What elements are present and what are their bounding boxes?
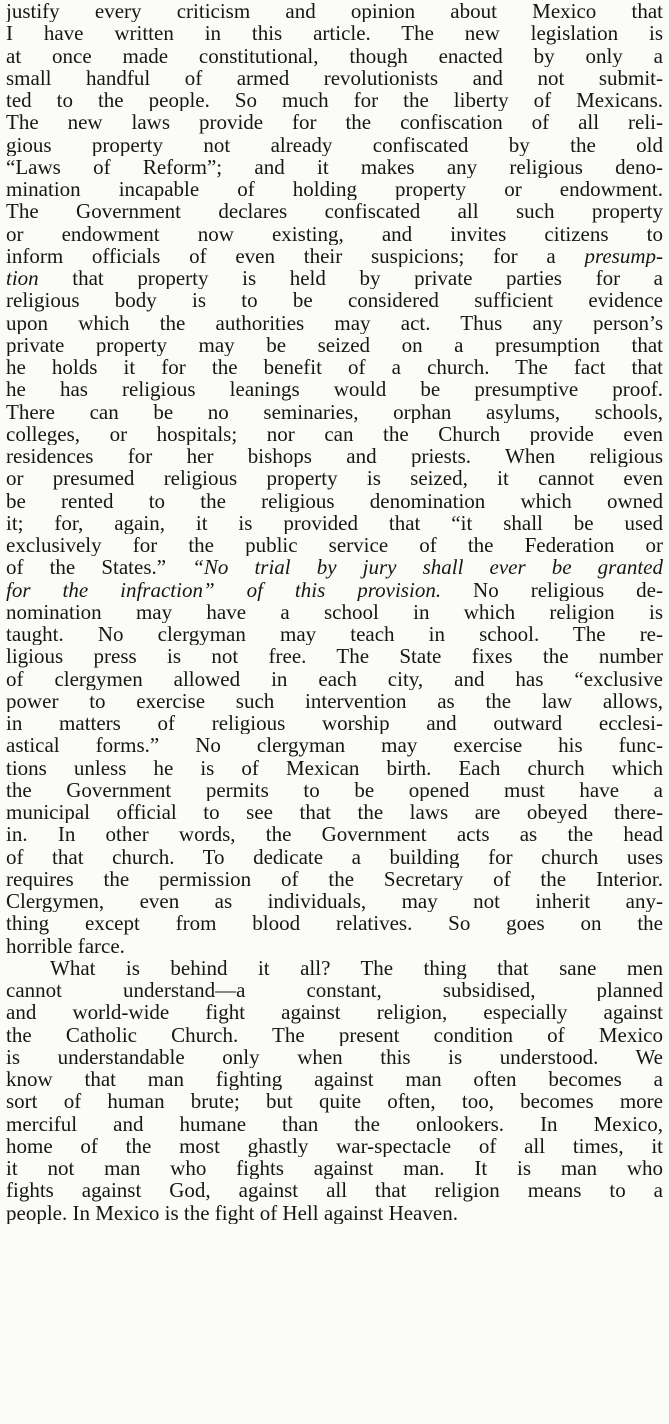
text-span: or presumed religious property is seized, it cannot even — [6, 467, 663, 490]
text-line — [6, 1135, 663, 1157]
text-span: astical forms.” No clergyman may exercise his func- — [6, 734, 663, 757]
text-line — [6, 846, 663, 868]
text-span: small handful of armed revolutionists and not submit- — [6, 66, 663, 89]
text-line — [6, 0, 663, 22]
text-span: No religious de- — [441, 578, 663, 601]
text-span: “Laws of Reform”; and it makes any religious deno- — [6, 155, 663, 178]
text-line — [6, 779, 663, 801]
text-span: horrible farce. — [6, 934, 125, 957]
text-span: home of the most ghastly war-spectacle of all times, it — [6, 1134, 663, 1157]
text-span: cannot understand—a constant, subsidised, planned — [6, 979, 663, 1002]
text-span: be rented to the religious denomination which owned — [6, 489, 663, 512]
text-span: that property is held by private parties for a — [38, 267, 663, 290]
italic-text-span: “No trial by jury shall ever be granted — [192, 556, 663, 579]
text-line — [6, 467, 663, 489]
text-line — [6, 868, 663, 890]
text-line — [6, 490, 663, 512]
text-line — [6, 156, 663, 178]
article-text-column — [6, 0, 663, 1224]
text-span: people. In Mexico is the fight of Hell against Heaven. — [6, 1201, 458, 1224]
text-span: colleges, or hospitals; nor can the Church provide even — [6, 422, 663, 445]
text-span: or endowment now existing, and invites citizens to — [6, 222, 663, 245]
text-span: in. In other words, the Government acts as the head — [6, 823, 663, 846]
text-span: exclusively for the public service of the Federation or — [6, 534, 663, 557]
text-span: he has religious leanings would be presumptive proof. — [6, 378, 663, 401]
text-line — [6, 200, 663, 222]
italic-text-span: presump- — [584, 244, 663, 267]
text-line — [6, 1090, 663, 1112]
text-span: thing except from blood relatives. So goes on the — [6, 912, 663, 935]
text-line — [6, 423, 663, 445]
text-line — [6, 245, 663, 267]
text-span: at once made constitutional, though enacted by only a — [6, 44, 663, 67]
text-span: private property may be seized on a presumption that — [6, 333, 663, 356]
text-span: tions unless he is of Mexican birth. Each church which — [6, 756, 663, 779]
text-span: it; for, again, it is provided that “it shall be used — [6, 511, 663, 534]
text-line — [6, 801, 663, 823]
text-span: requires the permission of the Secretary of the Interior. — [6, 867, 663, 890]
text-line — [6, 289, 663, 311]
text-span: inform officials of even their suspicions; for a — [6, 244, 585, 267]
text-line — [6, 111, 663, 133]
text-span: taught. No clergyman may teach in school. The re- — [6, 623, 663, 646]
text-line — [6, 22, 663, 44]
text-line — [6, 690, 663, 712]
text-span: and world-wide fight against religion, especially against — [6, 1001, 663, 1024]
text-span: is understandable only when this is understood. We — [6, 1045, 663, 1068]
text-line — [6, 223, 663, 245]
text-line — [6, 623, 663, 645]
text-line — [6, 890, 663, 912]
text-line — [6, 1068, 663, 1090]
text-line — [6, 267, 663, 289]
text-line — [6, 1157, 663, 1179]
text-line — [6, 1024, 663, 1046]
article-paragraph — [6, 0, 663, 957]
text-line — [6, 935, 663, 957]
text-line — [6, 757, 663, 779]
text-span: he holds it for the benefit of a church. The fact that — [6, 356, 663, 379]
text-line — [6, 1202, 663, 1224]
text-line — [6, 89, 663, 111]
text-span: residences for her bishops and priests. When religious — [6, 445, 663, 468]
text-span: What is behind it all? The thing that sane men — [50, 956, 663, 979]
text-span: ligious press is not free. The State fixes the number — [6, 645, 663, 668]
text-line — [6, 334, 663, 356]
text-line — [6, 178, 663, 200]
text-span: upon which the authorities may act. Thus any person’s — [6, 311, 663, 334]
italic-text-span: tion — [6, 267, 39, 290]
text-span: fights against God, against all that religion means to a — [6, 1179, 663, 1202]
text-span: of that church. To dedicate a building for church uses — [6, 845, 663, 868]
text-line — [6, 1113, 663, 1135]
text-line — [6, 445, 663, 467]
text-span: it not man who fights against man. It is man who — [6, 1157, 663, 1180]
text-line — [6, 912, 663, 934]
text-line — [6, 356, 663, 378]
text-span: gious property not already confiscated by the old — [6, 133, 663, 156]
text-span: merciful and humane than the onlookers. In Mexico, — [6, 1112, 663, 1135]
text-line — [6, 67, 663, 89]
text-line — [6, 823, 663, 845]
text-line — [6, 1179, 663, 1201]
text-line — [6, 668, 663, 690]
text-line — [6, 534, 663, 556]
text-line — [6, 957, 663, 979]
italic-text-span: for the infraction” of this provision. — [6, 578, 442, 601]
text-span: the Catholic Church. The present condition of Mexico — [6, 1023, 663, 1046]
text-line — [6, 134, 663, 156]
text-span: The Government declares confiscated all such property — [6, 200, 663, 223]
text-span: The new laws provide for the confiscation of all reli- — [6, 111, 663, 134]
text-line — [6, 645, 663, 667]
text-span: nomination may have a school in which religion is — [6, 600, 663, 623]
text-span: power to exercise such intervention as the law allows, — [6, 689, 663, 712]
text-span: in matters of religious worship and outward ecclesi- — [6, 712, 663, 735]
text-line — [6, 979, 663, 1001]
text-line — [6, 1001, 663, 1023]
text-line — [6, 712, 663, 734]
text-span: ted to the people. So much for the liberty of Mexicans. — [6, 89, 663, 112]
text-span: sort of human brute; but quite often, too, becomes more — [6, 1090, 663, 1113]
text-line — [6, 378, 663, 400]
text-line — [6, 601, 663, 623]
text-span: religious body is to be considered sufficient evidence — [6, 289, 663, 312]
text-span: municipal official to see that the laws are obeyed there- — [6, 801, 663, 824]
text-span: Clergymen, even as individuals, may not inherit any- — [6, 890, 663, 913]
article-paragraph — [6, 957, 663, 1224]
text-line — [6, 579, 663, 601]
text-span: justify every criticism and opinion about Mexico that — [6, 0, 663, 23]
text-line — [6, 512, 663, 534]
text-line — [6, 312, 663, 334]
text-line — [6, 45, 663, 67]
text-span: know that man fighting against man often becomes a — [6, 1068, 663, 1091]
text-line — [6, 556, 663, 578]
text-span: of the States.” — [6, 556, 193, 579]
text-line — [6, 401, 663, 423]
text-line — [6, 734, 663, 756]
text-span: I have written in this article. The new legislation is — [6, 22, 663, 45]
text-span: There can be no seminaries, orphan asylums, schools, — [6, 400, 663, 423]
text-span: mination incapable of holding property or endowment. — [6, 178, 663, 201]
text-span: of clergymen allowed in each city, and has “exclusive — [6, 667, 663, 690]
text-line — [6, 1046, 663, 1068]
text-span: the Government permits to be opened must have a — [6, 778, 663, 801]
